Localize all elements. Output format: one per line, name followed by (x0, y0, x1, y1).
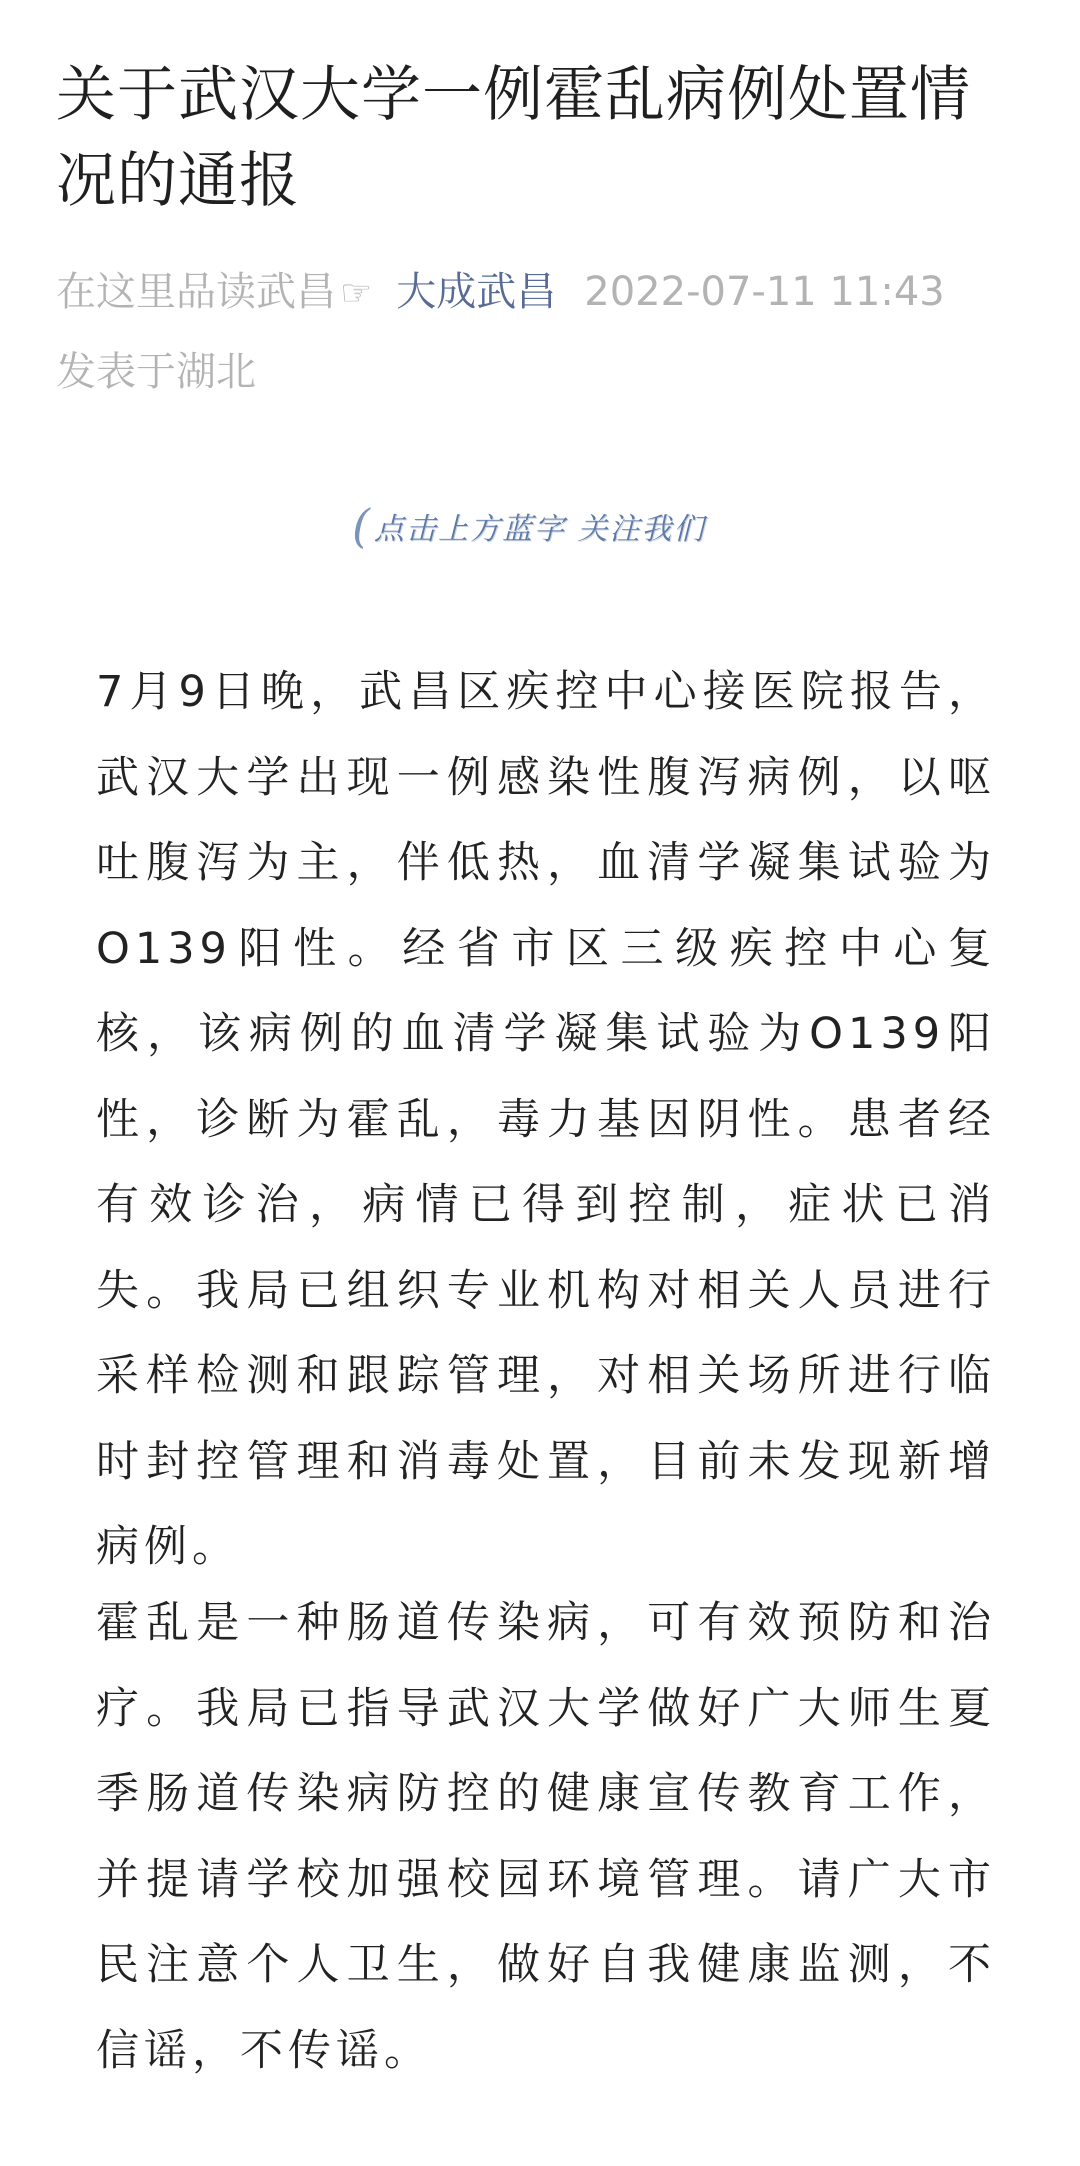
paragraph-2: 霍乱是一种肠道传染病，可有效预防和治疗。我局已指导武汉大学做好广大师生夏季肠道传染病防控的健康宣传教育工作，并提请学校加强校园环境管理。请广大市民注意个人卫生，做好自我健康监测，不信谣，不传谣。 (96, 1598, 996, 2076)
publish-location: 发表于湖北 (56, 349, 256, 395)
banner-bracket-icon: ( (352, 499, 370, 553)
pointing-hand-icon: ☞ (340, 273, 373, 314)
paragraph-1: 7月9日晚，武昌区疾控中心接医院报告，武汉大学出现一例感染性腹泻病例，以呕吐腹泻为主，伴低热，血清学凝集试验为O139阳性。经省市区三级疾控中心复核，该病例的血清学凝集试验为O139阳性，诊断为霍乱，毒力基因阴性。患者经有效诊治，病情已得到控制，症状已消失。我局已组织专业机构对相关人员进行采样检测和跟踪管理，对相关场所进行临时封控管理和消毒处置，目前未发现新增病例。 (96, 667, 996, 1572)
account-name-link[interactable]: 大成武昌 (396, 269, 557, 315)
article-meta (56, 252, 1036, 334)
meta-prefix: 在这里品读武昌 (56, 269, 336, 315)
article-title: 关于武汉大学一例霍乱病例处置情况的通报 (56, 60, 971, 216)
publish-datetime: 2022-07-11 11:43 (584, 269, 945, 315)
follow-us-text: 点击上方蓝字 关注我们 (373, 512, 706, 547)
follow-us-banner[interactable] (352, 496, 732, 556)
